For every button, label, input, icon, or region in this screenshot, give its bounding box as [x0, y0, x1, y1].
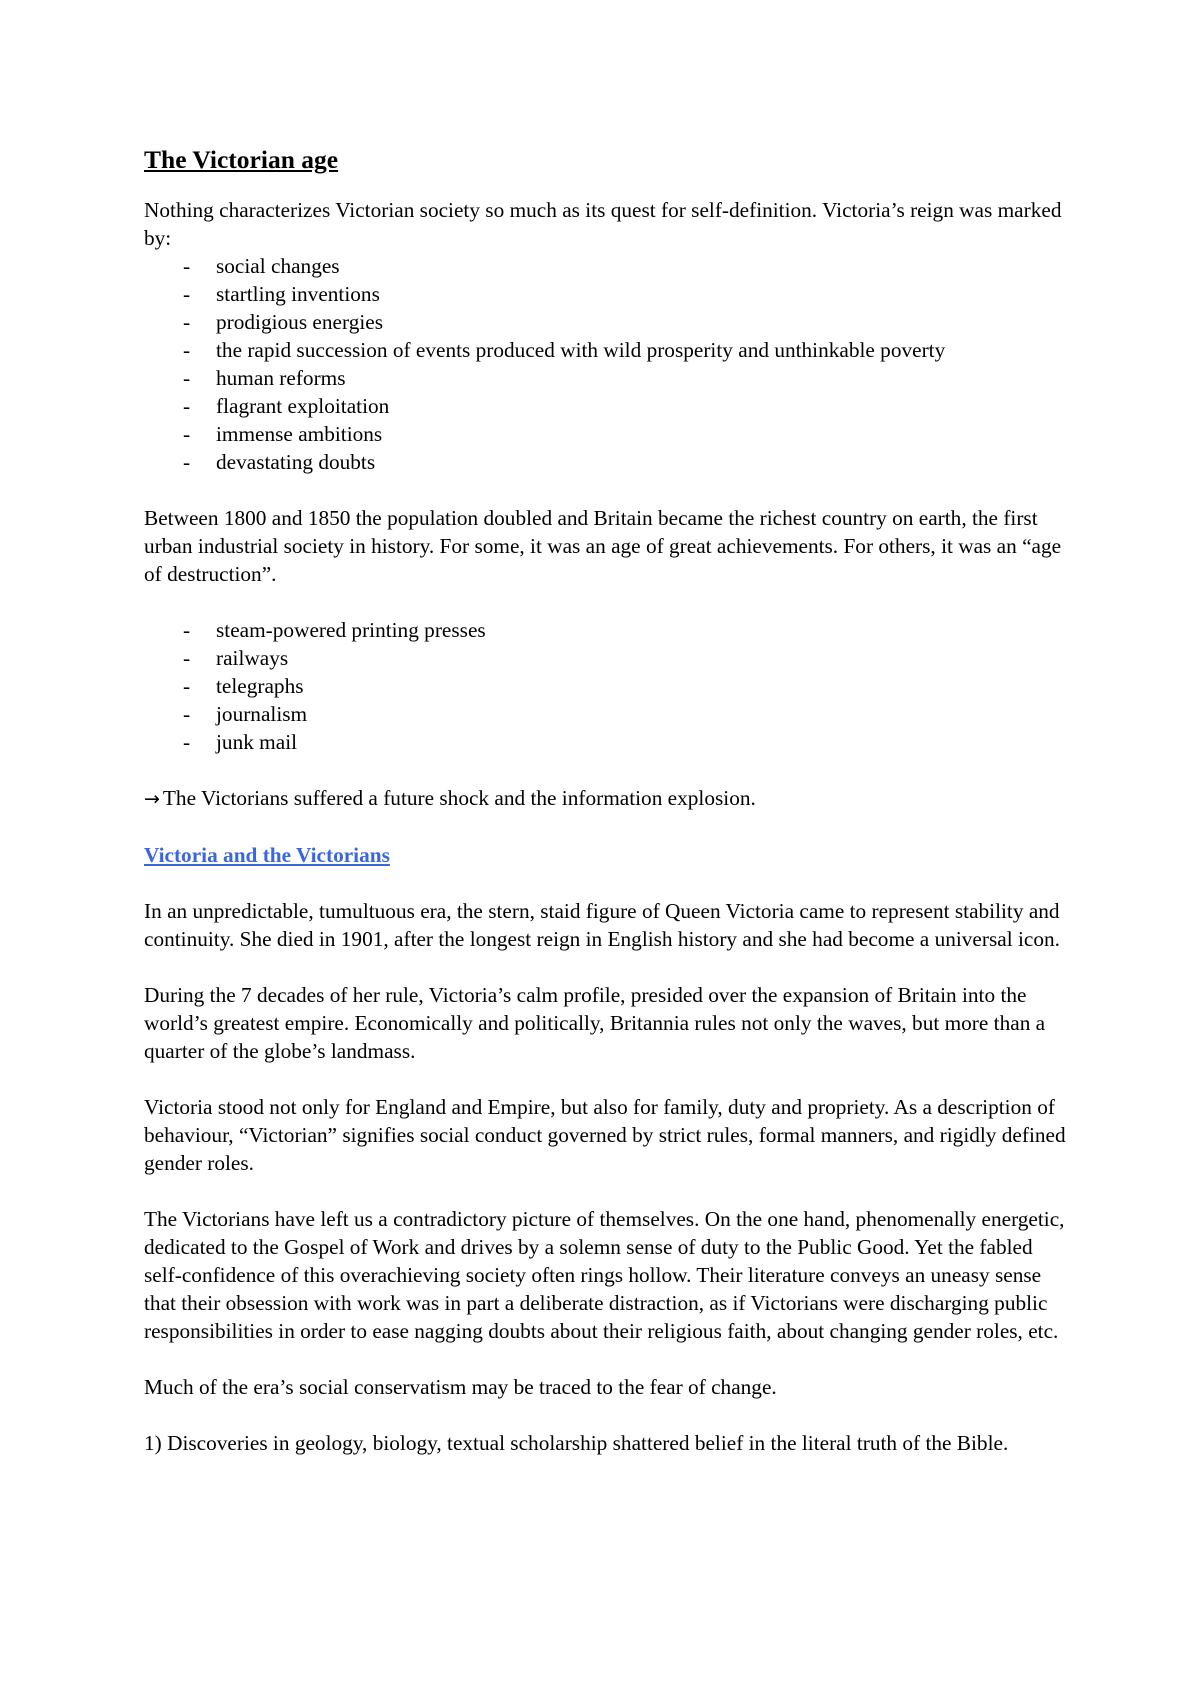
list-dash: -	[183, 254, 191, 278]
list-dash: -	[183, 702, 191, 726]
list-dash: -	[183, 422, 191, 446]
list-item: - immense ambitions	[183, 422, 383, 446]
page-title: The Victorian age	[144, 145, 339, 174]
list-item: - steam-powered printing presses	[183, 618, 486, 642]
list-item: - telegraphs	[183, 674, 304, 698]
list-dash: -	[183, 338, 191, 362]
list-item: - flagrant exploitation	[183, 394, 390, 418]
list-dash: -	[183, 394, 191, 418]
list-dash: -	[183, 730, 191, 754]
list-dash: -	[183, 674, 191, 698]
intro-paragraph: Nothing characterizes Victorian society so much as its quest for self-definition. Victoria’s reign was marked by:	[144, 198, 1062, 250]
list-item: - journalism	[183, 702, 308, 726]
list-item: - social changes	[183, 254, 340, 278]
list-item: - railways	[183, 646, 289, 670]
list-item: - junk mail	[183, 730, 298, 754]
body-paragraph: During the 7 decades of her rule, Victoria’s calm profile, presided over the expansion of Britain into the world’s greatest empire. Economically and politically, Britannia rules not only the waves, but more than a quarter of the globe’s landmass.	[144, 983, 1046, 1063]
list-item: - human reforms	[183, 366, 346, 390]
body-paragraph: 1) Discoveries in geology, biology, textual scholarship shattered belief in the literal truth of the Bible.	[144, 1431, 1009, 1455]
body-paragraph: The Victorians have left us a contradictory picture of themselves. On the one hand, phenomenally energetic, dedicated to the Gospel of Work and drives by a solemn sense of duty to the Public Good. Yet the fabled self-confidence of this overachieving society often rings hollow. Their literature conveys an uneasy sense that their obsession with work was in part a deliberate distraction, as if Victorians were discharging public responsibilities in order to ease nagging doubts about their religious faith, about changing gender roles, etc.	[144, 1207, 1065, 1343]
list-item: - devastating doubts	[183, 450, 376, 474]
list-dash: -	[183, 450, 191, 474]
list-dash: -	[183, 366, 191, 390]
body-paragraph: Much of the era’s social conservatism may be traced to the fear of change.	[144, 1375, 777, 1399]
list-item: - prodigious energies	[183, 310, 383, 334]
body-paragraph: In an unpredictable, tumultuous era, the stern, staid figure of Queen Victoria came to represent stability and continuity. She died in 1901, after the longest reign in English history and she had become a universal icon.	[144, 899, 1060, 951]
body-paragraph: Victoria stood not only for England and Empire, but also for family, duty and propriety. As a description of behaviour, “Victorian” signifies social conduct governed by strict rules, formal manners, and rigidly defined gender roles.	[144, 1095, 1066, 1175]
section-heading-link[interactable]: Victoria and the Victorians	[144, 843, 390, 867]
conclusion-line	[144, 784, 1074, 813]
list-item: - the rapid succession of events produced with wild prosperity and unthinkable poverty	[183, 338, 946, 362]
inventions-list	[144, 616, 1074, 756]
reign-list	[144, 252, 1074, 476]
document-page	[144, 144, 1074, 1485]
list-dash: -	[183, 646, 191, 670]
list-dash: -	[183, 282, 191, 306]
list-dash: -	[183, 310, 191, 334]
population-paragraph: Between 1800 and 1850 the population doubled and Britain became the richest country on earth, the first urban industrial society in history. For some, it was an age of great achievements. For others, it was an “age of destruction”.	[144, 506, 1062, 586]
conclusion-text: The Victorians suffered a future shock and the information explosion.	[162, 786, 756, 810]
list-item: - startling inventions	[183, 282, 380, 306]
arrow-right-icon: →	[144, 788, 160, 810]
list-dash: -	[183, 618, 191, 642]
